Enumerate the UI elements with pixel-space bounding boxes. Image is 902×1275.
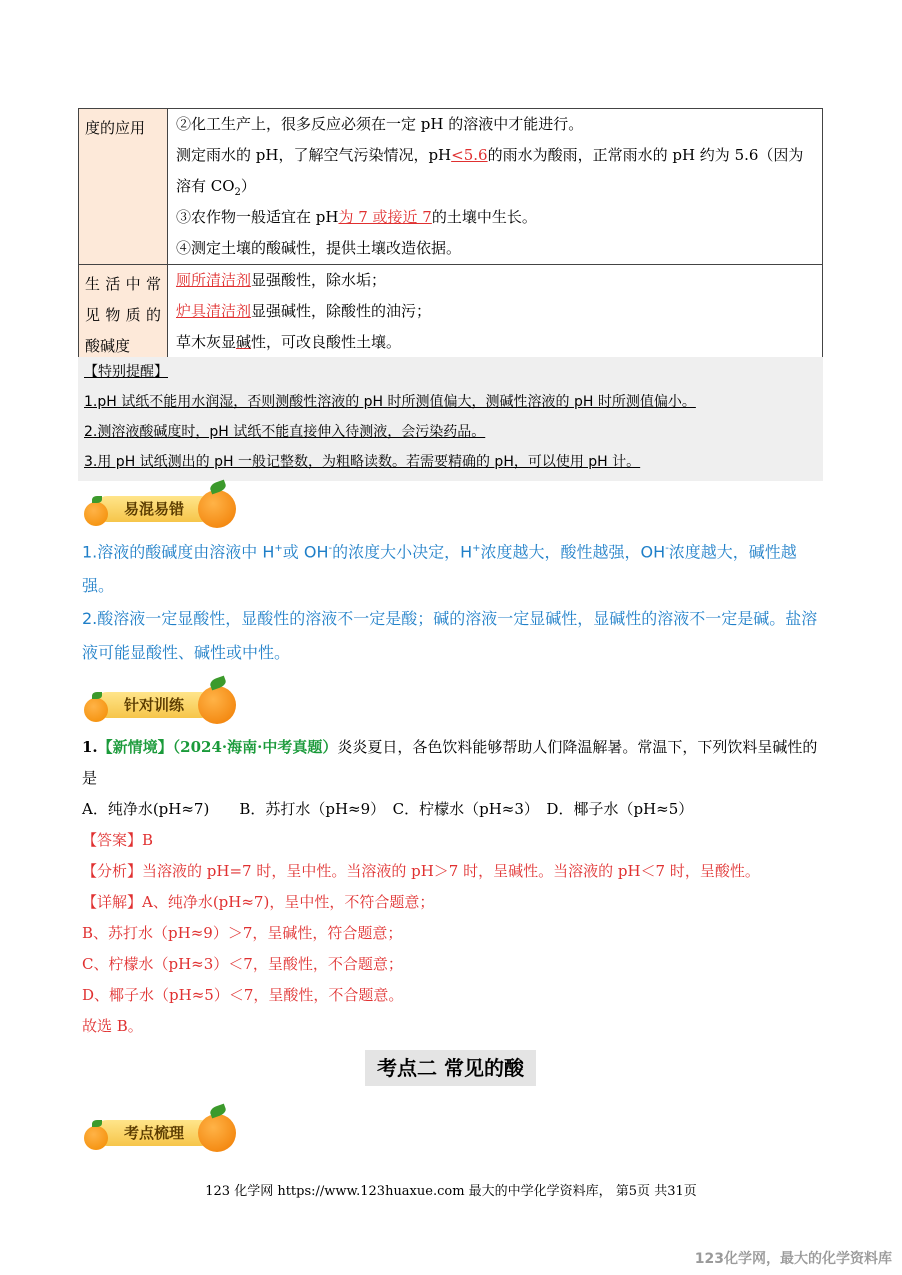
- reminder-item: [78, 417, 823, 447]
- content-line: [168, 327, 822, 358]
- row-label-cell: [79, 265, 168, 367]
- reminder-title-text: 【特别提醒】: [84, 364, 168, 380]
- orange-icon: [198, 686, 236, 724]
- analysis-line: 【分析】当溶液的 pH=7 时，呈中性。当溶液的 pH＞7 时，呈碱性。当溶液的 pH＜7 时，呈酸性。: [82, 862, 760, 880]
- badge-label: 针对训练: [123, 696, 184, 714]
- orange-icon: [84, 1126, 108, 1150]
- detail-line: D、椰子水（pH≈5）＜7，呈酸性，不合题意。: [82, 986, 404, 1004]
- badge-label: 易混易错: [123, 500, 184, 518]
- content-line: [168, 171, 822, 202]
- reminder-item-text: 1.pH 试纸不能用水润湿，否则测酸性溶液的 pH 时所测值偏大，测碱性溶液的 pH 时所测值偏小。: [84, 394, 696, 410]
- highlight-span: 厕所清洁剂: [176, 271, 252, 289]
- detail-line: B、苏打水（pH≈9）＞7，呈碱性，符合题意；: [82, 924, 403, 942]
- section-badge-practice: [82, 678, 237, 736]
- text-span: ）: [240, 177, 256, 195]
- text-span: 性，可改良酸性土壤。: [251, 333, 402, 351]
- content-line: ④测定土壤的酸碱性，提供土壤改造依据。: [176, 239, 462, 257]
- highlight-span: 炉具清洁剂: [176, 302, 252, 320]
- content-line: ②化工生产上，很多反应必须在一定 pH 的溶液中才能进行。: [176, 115, 584, 133]
- highlight-span: 碱: [236, 333, 252, 351]
- question-options: A．纯净水(pH≈7) B．苏打水（pH≈9） C．柠檬水（pH≈3） D．椰子水（pH≈5）: [82, 800, 694, 818]
- content-line: [168, 140, 822, 171]
- text-span: 的雨水为酸雨，正常雨水的 pH 约为 5.6（因为: [487, 146, 804, 164]
- reminder-item: [78, 387, 823, 417]
- content-line: [168, 296, 822, 327]
- subscript: 2: [234, 187, 241, 198]
- confuse-point-1: [82, 532, 827, 603]
- reminder-title: [78, 357, 823, 387]
- watermark: 123化学网，最大的化学资料库: [694, 1251, 892, 1267]
- orange-icon: [198, 490, 236, 528]
- leaf-icon: [92, 496, 102, 503]
- detail-line: 故选 B。: [82, 1017, 143, 1035]
- answer-line: 【答案】B: [82, 831, 154, 849]
- page-footer: 123 化学网 https://www.123huaxue.com 最大的中学化学资料库， 第5页 共31页: [205, 1184, 697, 1199]
- orange-icon: [198, 1114, 236, 1152]
- row-content-cell: [168, 265, 823, 367]
- reminder-item-text: 3.用 pH 试纸测出的 pH 一般记整数，为粗略读数。若需要精确的 pH，可以使用 pH 计。: [84, 454, 641, 470]
- text-span: 溶有 CO: [176, 177, 235, 195]
- question-number: 1.: [82, 738, 98, 756]
- special-reminder-box: [78, 357, 823, 481]
- table-row: [79, 109, 823, 265]
- confuse-point-2: 2.酸溶液一定显酸性，显酸性的溶液不一定是酸；碱的溶液一定显碱性，显碱性的溶液不一定是碱。盐溶液可能显酸性、碱性或中性。: [82, 609, 818, 662]
- highlight-span: 为 7 或接近 7: [338, 208, 432, 226]
- text-span: 的浓度大小决定，H: [332, 542, 473, 562]
- orange-icon: [84, 502, 108, 526]
- text-span: 浓度越大，酸性越强，OH: [480, 542, 666, 562]
- content-line: [168, 202, 822, 233]
- superscript: +: [274, 543, 283, 554]
- row-label-cell: [79, 109, 168, 265]
- text-span: 草木灰显: [176, 333, 237, 351]
- text-span: 的土壤中生长。: [431, 208, 537, 226]
- row-label: 生 活 中 常 见 物 质 的 酸碱度: [85, 275, 161, 355]
- orange-icon: [84, 698, 108, 722]
- text-span: 或 OH: [282, 542, 329, 562]
- text-span: 显强酸性，除水垢；: [251, 271, 387, 289]
- superscript: +: [472, 543, 481, 554]
- row-content-cell: [168, 109, 823, 265]
- section-badge-review: [82, 1106, 237, 1164]
- detail-line: C、柠檬水（pH≈3）＜7，呈酸性，不合题意；: [82, 955, 403, 973]
- row-label: 度的应用: [85, 119, 146, 137]
- ph-application-table: [78, 108, 823, 367]
- question-stem: [82, 732, 827, 794]
- text-span: 测定雨水的 pH，了解空气污染情况，pH: [176, 146, 452, 164]
- table-row: [79, 265, 823, 367]
- highlight-span: <5.6: [451, 146, 488, 164]
- text-span: ③农作物一般适宜在 pH: [176, 208, 339, 226]
- text-span: 1.溶液的酸碱度由溶液中 H: [82, 542, 275, 562]
- section-title: 考点二 常见的酸: [365, 1050, 536, 1086]
- leaf-icon: [92, 692, 102, 699]
- text-span: 浓度越大，碱性越强。: [82, 542, 797, 596]
- superscript: -: [328, 543, 333, 554]
- question-tag: 【新情境】（2024·海南·中考真题）: [97, 738, 338, 756]
- detail-line: 【详解】A、纯净水(pH≈7)，呈中性，不符合题意；: [82, 893, 435, 911]
- superscript: -: [665, 543, 669, 554]
- content-line: [168, 265, 822, 296]
- badge-label: 考点梳理: [123, 1124, 184, 1142]
- question-text: 炎炎夏日，各色饮料能够帮助人们降温解暑。常温下，下列饮料呈碱性的是: [82, 738, 818, 787]
- reminder-item-text: 2.测溶液酸碱度时，pH 试纸不能直接伸入待测液，会污染药品。: [84, 424, 486, 440]
- leaf-icon: [92, 1120, 102, 1127]
- text-span: 显强碱性，除酸性的油污；: [251, 302, 432, 320]
- reminder-item: [78, 447, 823, 477]
